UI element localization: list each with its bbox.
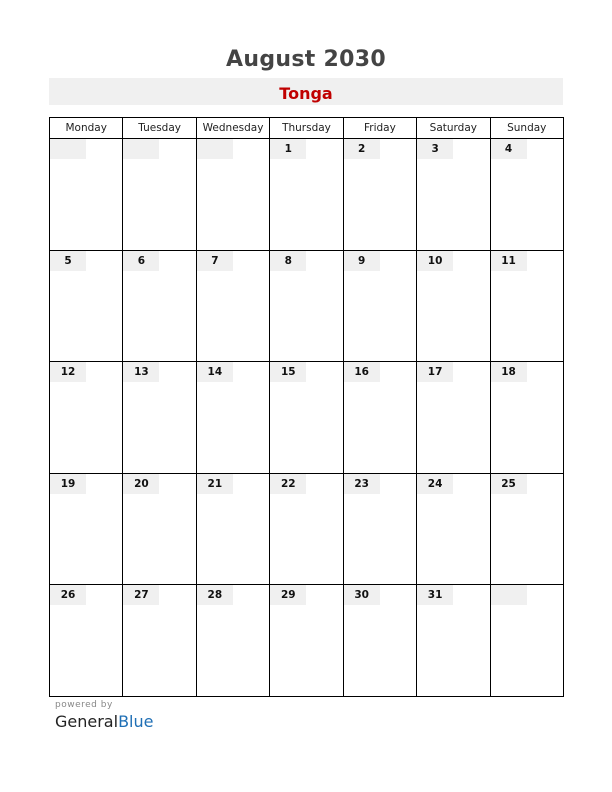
day-number (491, 585, 527, 605)
day-cell (270, 585, 343, 697)
day-number: 28 (197, 585, 233, 605)
footer (55, 700, 153, 731)
weekday-saturday: Saturday (417, 118, 490, 139)
day-cell (50, 473, 123, 585)
weekday-wednesday: Wednesday (196, 118, 269, 139)
calendar-body (50, 139, 564, 697)
day-number: 18 (491, 362, 527, 382)
day-number: 17 (417, 362, 453, 382)
day-cell (490, 585, 563, 697)
weekday-thursday: Thursday (270, 118, 343, 139)
country-name: Tonga (279, 84, 333, 103)
day-cell (343, 585, 416, 697)
day-cell (490, 362, 563, 474)
week-row (50, 473, 564, 585)
day-number: 4 (491, 139, 527, 159)
day-cell (417, 250, 490, 362)
day-number: 23 (344, 474, 380, 494)
day-number: 2 (344, 139, 380, 159)
weekday-tuesday: Tuesday (123, 118, 196, 139)
day-number: 14 (197, 362, 233, 382)
day-number: 26 (50, 585, 86, 605)
day-number: 3 (417, 139, 453, 159)
powered-by-text: powered by (55, 700, 113, 710)
day-number: 8 (270, 251, 306, 271)
day-cell (123, 585, 196, 697)
day-cell (490, 473, 563, 585)
day-number: 12 (50, 362, 86, 382)
day-cell (196, 139, 269, 251)
calendar-title: August 2030 (226, 47, 386, 72)
brand-name-part2: Blue (118, 712, 154, 731)
brand-logo (55, 712, 153, 731)
week-row (50, 250, 564, 362)
day-number: 10 (417, 251, 453, 271)
day-number: 19 (50, 474, 86, 494)
calendar-grid (49, 117, 564, 697)
day-cell (270, 473, 343, 585)
day-cell (490, 250, 563, 362)
day-cell (490, 139, 563, 251)
day-number: 31 (417, 585, 453, 605)
day-cell (343, 473, 416, 585)
day-number: 9 (344, 251, 380, 271)
weekday-sunday: Sunday (490, 118, 563, 139)
day-cell (123, 362, 196, 474)
day-cell (50, 585, 123, 697)
day-cell (417, 362, 490, 474)
day-cell (196, 585, 269, 697)
day-cell (343, 139, 416, 251)
day-cell (123, 139, 196, 251)
day-number: 25 (491, 474, 527, 494)
day-number: 13 (123, 362, 159, 382)
day-number: 6 (123, 251, 159, 271)
day-number (123, 139, 159, 159)
day-number: 16 (344, 362, 380, 382)
week-row (50, 362, 564, 474)
day-number: 21 (197, 474, 233, 494)
day-number: 5 (50, 251, 86, 271)
day-number (197, 139, 233, 159)
weekday-monday: Monday (50, 118, 123, 139)
day-cell (417, 585, 490, 697)
day-cell (417, 473, 490, 585)
week-row (50, 585, 564, 697)
week-row (50, 139, 564, 251)
day-cell (343, 362, 416, 474)
day-cell (196, 473, 269, 585)
day-number: 1 (270, 139, 306, 159)
day-cell (50, 139, 123, 251)
day-cell (343, 250, 416, 362)
day-cell (270, 362, 343, 474)
day-number (50, 139, 86, 159)
day-cell (196, 250, 269, 362)
day-cell (123, 473, 196, 585)
day-number: 7 (197, 251, 233, 271)
day-number: 20 (123, 474, 159, 494)
day-number: 22 (270, 474, 306, 494)
day-number: 30 (344, 585, 380, 605)
brand-name-part1: General (55, 712, 119, 731)
weekday-friday: Friday (343, 118, 416, 139)
day-cell (270, 139, 343, 251)
day-number: 15 (270, 362, 306, 382)
day-number: 24 (417, 474, 453, 494)
day-number: 11 (491, 251, 527, 271)
day-cell (50, 362, 123, 474)
weekday-header-row (50, 118, 564, 139)
day-cell (270, 250, 343, 362)
day-cell (50, 250, 123, 362)
day-cell (196, 362, 269, 474)
day-cell (417, 139, 490, 251)
day-number: 27 (123, 585, 159, 605)
day-cell (123, 250, 196, 362)
day-number: 29 (270, 585, 306, 605)
